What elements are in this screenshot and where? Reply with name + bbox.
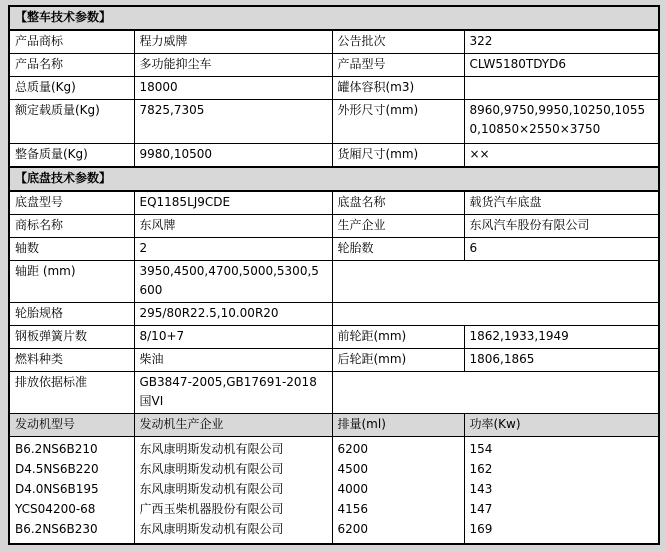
param-label-front-track: 前轮距(mm) — [332, 326, 464, 349]
table-row — [9, 215, 659, 238]
engine-displacement: 4000 — [337, 482, 369, 496]
table-row — [9, 326, 659, 349]
empty-cell — [332, 261, 659, 303]
engine-header-power: 功率(Kw) — [464, 414, 659, 437]
param-label-tank-volume: 罐体容积(m3) — [332, 77, 464, 100]
table-row — [9, 191, 659, 215]
engine-model-column — [9, 437, 134, 545]
param-value-total-mass: 18000 — [134, 77, 332, 100]
engine-header-model: 发动机型号 — [9, 414, 134, 437]
param-value-tank-volume — [464, 77, 659, 100]
section-title-vehicle: 【整车技术参数】 — [9, 6, 659, 30]
param-label-cargo-box-size: 货厢尺寸(mm) — [332, 144, 464, 168]
param-label-product-model: 产品型号 — [332, 54, 464, 77]
engine-model: B6.2NS6B210 — [15, 442, 98, 456]
table-row — [9, 372, 659, 414]
param-value-announcement-batch: 322 — [464, 30, 659, 54]
param-value-axle-count: 2 — [134, 238, 332, 261]
param-value-chassis-name: 载货汽车底盘 — [464, 191, 659, 215]
engine-table-header — [9, 414, 659, 437]
param-label-tire-spec: 轮胎规格 — [9, 303, 134, 326]
table-row — [9, 77, 659, 100]
param-label-leaf-spring-count: 钢板弹簧片数 — [9, 326, 134, 349]
param-label-trademark: 商标名称 — [9, 215, 134, 238]
param-label-manufacturer: 生产企业 — [332, 215, 464, 238]
section-header-vehicle — [9, 6, 659, 30]
engine-power: 154 — [469, 442, 493, 456]
engine-model: B6.2NS6B230 — [15, 522, 98, 536]
param-value-fuel-type: 柴油 — [134, 349, 332, 372]
param-label-wheelbase: 轴距 (mm) — [9, 261, 134, 303]
param-label-chassis-name: 底盘名称 — [332, 191, 464, 215]
param-label-emission-standard: 排放依据标准 — [9, 372, 134, 414]
table-row — [9, 144, 659, 168]
param-value-product-brand: 程力威牌 — [134, 30, 332, 54]
param-label-product-name: 产品名称 — [9, 54, 134, 77]
param-value-tire-count: 6 — [464, 238, 659, 261]
engine-power: 162 — [469, 462, 493, 476]
engine-displacement-column — [332, 437, 464, 545]
param-value-cargo-box-size: ×× — [464, 144, 659, 168]
param-value-manufacturer: 东风汽车股份有限公司 — [464, 215, 659, 238]
engine-power: 147 — [469, 502, 493, 516]
param-value-product-name: 多功能抑尘车 — [134, 54, 332, 77]
table-row — [9, 238, 659, 261]
engine-model: D4.0NS6B195 — [15, 482, 99, 496]
engine-model: D4.5NS6B220 — [15, 462, 99, 476]
empty-cell — [332, 303, 659, 326]
engine-manufacturer: 东风康明斯发动机有限公司 — [139, 482, 284, 496]
param-value-outer-dimensions: 8960,9750,9950,10250,10550,10850×2550×3750 — [464, 100, 659, 144]
engine-table-body — [9, 437, 659, 545]
engine-header-manufacturer: 发动机生产企业 — [134, 414, 332, 437]
engine-power: 169 — [469, 522, 493, 536]
table-row — [9, 100, 659, 144]
param-value-rear-track: 1806,1865 — [464, 349, 659, 372]
param-label-outer-dimensions: 外形尺寸(mm) — [332, 100, 464, 144]
table-row — [9, 349, 659, 372]
param-label-product-brand: 产品商标 — [9, 30, 134, 54]
vehicle-spec-table — [8, 5, 660, 545]
section-header-chassis — [9, 167, 659, 191]
param-value-rated-load: 7825,7305 — [134, 100, 332, 144]
param-value-curb-weight: 9980,10500 — [134, 144, 332, 168]
engine-displacement: 4156 — [337, 502, 369, 516]
param-value-emission-standard: GB3847-2005,GB17691-2018 国VI — [134, 372, 332, 414]
table-row — [9, 30, 659, 54]
section-title-chassis: 【底盘技术参数】 — [9, 167, 659, 191]
param-value-chassis-model: EQ1185LJ9CDE — [134, 191, 332, 215]
engine-manufacturer-column — [134, 437, 332, 545]
table-row — [9, 54, 659, 77]
engine-model: YCS04200-68 — [15, 502, 96, 516]
engine-displacement: 4500 — [337, 462, 369, 476]
param-label-rear-track: 后轮距(mm) — [332, 349, 464, 372]
engine-manufacturer: 东风康明斯发动机有限公司 — [139, 462, 284, 476]
engine-manufacturer: 广西玉柴机器股份有限公司 — [139, 502, 284, 516]
table-row — [9, 261, 659, 303]
param-value-trademark: 东风牌 — [134, 215, 332, 238]
table-row — [9, 303, 659, 326]
param-value-tire-spec: 295/80R22.5,10.00R20 — [134, 303, 332, 326]
param-value-leaf-spring-count: 8/10+7 — [134, 326, 332, 349]
param-label-tire-count: 轮胎数 — [332, 238, 464, 261]
engine-header-displacement: 排量(ml) — [332, 414, 464, 437]
empty-cell — [332, 372, 659, 414]
engine-power-column — [464, 437, 659, 545]
param-label-fuel-type: 燃料种类 — [9, 349, 134, 372]
engine-manufacturer: 东风康明斯发动机有限公司 — [139, 442, 284, 456]
engine-displacement: 6200 — [337, 522, 369, 536]
param-label-axle-count: 轴数 — [9, 238, 134, 261]
param-value-wheelbase: 3950,4500,4700,5000,5300,5600 — [134, 261, 332, 303]
param-label-curb-weight: 整备质量(Kg) — [9, 144, 134, 168]
engine-displacement: 6200 — [337, 442, 369, 456]
param-value-product-model: CLW5180TDYD6 — [464, 54, 659, 77]
param-label-total-mass: 总质量(Kg) — [9, 77, 134, 100]
param-value-front-track: 1862,1933,1949 — [464, 326, 659, 349]
param-label-chassis-model: 底盘型号 — [9, 191, 134, 215]
engine-power: 143 — [469, 482, 493, 496]
engine-manufacturer: 东风康明斯发动机有限公司 — [139, 522, 284, 536]
param-label-rated-load: 额定载质量(Kg) — [9, 100, 134, 144]
param-label-announcement-batch: 公告批次 — [332, 30, 464, 54]
